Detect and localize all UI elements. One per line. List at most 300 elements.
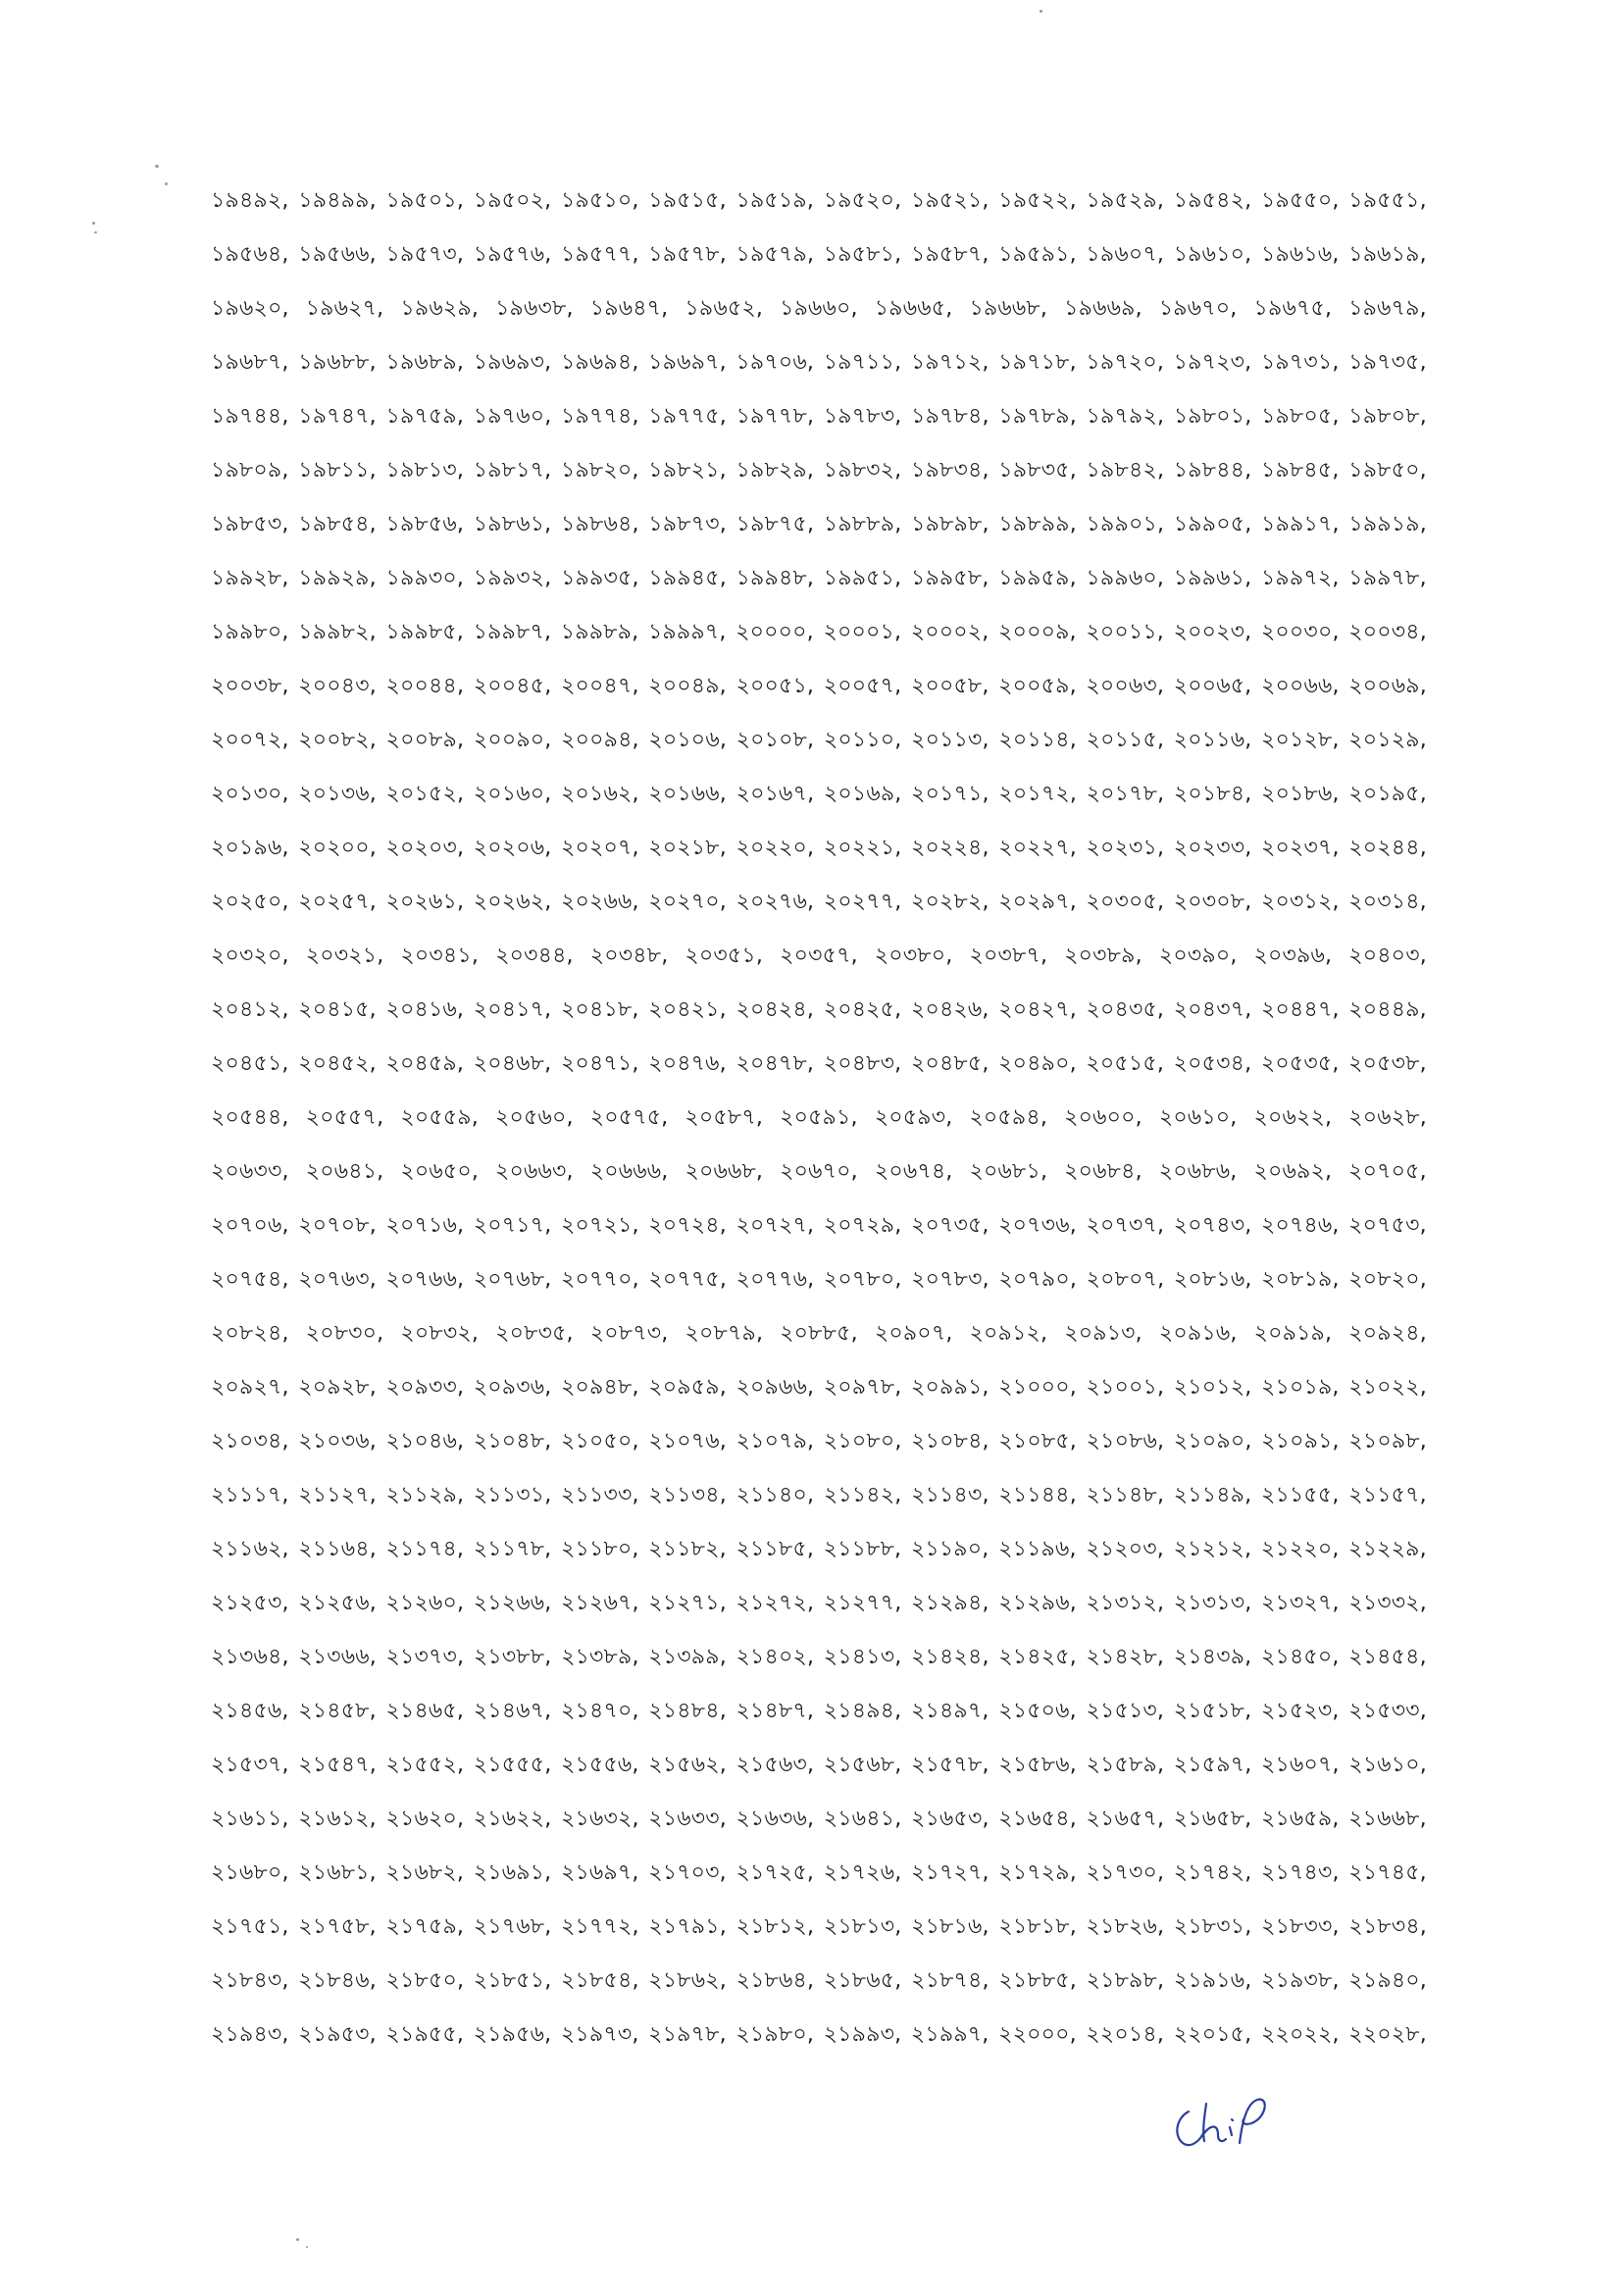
number-entry: ২০৪২৭, xyxy=(998,997,1077,1022)
number-entry: ২০৬৮৪, xyxy=(1064,1159,1142,1184)
number-entry: ২১৬৮২, xyxy=(385,1861,465,1885)
number-entry: ২০১১৫, xyxy=(1086,728,1165,752)
number-entry: ২০৫৯১, xyxy=(780,1105,858,1130)
number-entry: ১৯৫৬৪, xyxy=(211,242,289,267)
number-entry: ১৯৮০৫, xyxy=(1261,404,1340,429)
number-entry: ২০৭৪৩, xyxy=(1173,1213,1252,1238)
number-entry: ২০২৩১, xyxy=(1086,836,1165,860)
number-entry: ১৯৮৬১, xyxy=(473,512,552,536)
number-entry: ২১১২৭, xyxy=(298,1483,377,1507)
number-entry: ১৯৫০২, xyxy=(473,188,552,213)
number-row xyxy=(211,1954,1427,2008)
number-entry: ১৯৮৩৫, xyxy=(998,458,1077,483)
number-entry: ২০৮২৪, xyxy=(211,1321,289,1346)
number-entry: ২০৬৩৩, xyxy=(211,1159,289,1184)
number-entry: ২০০৬৫, xyxy=(1173,674,1252,698)
number-entry: ২১২৭৭, xyxy=(823,1591,902,1615)
number-entry: ২০১৮৪, xyxy=(1173,782,1252,806)
number-entry: ২০৫১৫, xyxy=(1086,1051,1165,1076)
number-entry: ২০৭৬৩, xyxy=(298,1267,377,1292)
number-entry: ২১৬২০, xyxy=(385,1807,465,1831)
number-entry: ১৯৭৫৯, xyxy=(385,404,465,429)
number-entry: ১৯৮১১, xyxy=(298,458,377,483)
number-entry: ২০১৫২, xyxy=(385,782,465,806)
number-entry: ২০৭১৭, xyxy=(473,1213,552,1238)
number-entry: ২১৬৩২, xyxy=(561,1807,639,1831)
number-entry: ১৯৭৪৭, xyxy=(298,404,377,429)
number-row xyxy=(211,1414,1427,1468)
number-entry: ২০৭০৬, xyxy=(211,1213,289,1238)
number-entry: ২০২৬১, xyxy=(385,890,465,914)
number-row xyxy=(211,1576,1427,1630)
number-entry: ২০৯৭৮, xyxy=(823,1375,902,1400)
number-entry: ২১১৪৪, xyxy=(998,1483,1077,1507)
number-entry: ২০৬২৮, xyxy=(1348,1105,1427,1130)
number-entry: ১৯৯৮৭, xyxy=(473,620,552,644)
number-entry: ২১১৬২, xyxy=(211,1537,289,1561)
number-entry: ২২০২৮, xyxy=(1348,2022,1427,2047)
number-entry: ২০১৮৬, xyxy=(1261,782,1340,806)
number-entry: ২০৯১৩, xyxy=(1064,1321,1142,1346)
number-entry: ১৯৫৭৮, xyxy=(648,242,727,267)
number-row xyxy=(211,389,1427,443)
number-entry: ১৯৮৭৩, xyxy=(648,512,727,536)
number-entry: ২১৪৮৭, xyxy=(736,1699,815,1723)
number-entry: ১৯৯০১, xyxy=(1086,512,1165,536)
number-entry: ২০৭২৭, xyxy=(736,1213,815,1238)
number-entry: ১৯৬২৭, xyxy=(305,296,384,321)
number-entry: ২০৪৯০, xyxy=(998,1051,1077,1076)
number-entry: ২০৩৮০, xyxy=(874,943,953,968)
number-entry: ১৯৯০৫, xyxy=(1173,512,1252,536)
number-entry: ১৯৯২৯, xyxy=(298,566,377,590)
number-entry: ১৯৯২৮, xyxy=(211,566,289,590)
number-entry: ২০১২৯, xyxy=(1348,728,1427,752)
number-entry: ২০৪৩৫, xyxy=(1086,997,1165,1022)
number-entry: ২০৭১৬, xyxy=(385,1213,465,1238)
number-entry: ২০১৭১, xyxy=(911,782,990,806)
number-entry: ২১১৮৮, xyxy=(823,1537,902,1561)
number-entry: ২০১৩০, xyxy=(211,782,289,806)
number-entry: ১৯৭৩১, xyxy=(1260,350,1340,375)
number-entry: ২১৬৪১, xyxy=(823,1807,902,1831)
number-entry: ২০২৭৭, xyxy=(823,890,902,914)
number-entry: ১৯৫৪২, xyxy=(1173,188,1252,213)
number-entry: ২১১৪০, xyxy=(736,1483,815,1507)
number-entry: ২০১৬২, xyxy=(561,782,639,806)
number-row xyxy=(211,228,1427,281)
number-entry: ১৯৭২০, xyxy=(1086,350,1165,375)
number-entry: ২০৭৩৫, xyxy=(910,1213,990,1238)
number-entry: ২০৭৮০, xyxy=(823,1267,902,1292)
number-entry: ২০৮২০, xyxy=(1348,1267,1427,1292)
number-entry: ২১১৪২, xyxy=(823,1483,902,1507)
number-row xyxy=(211,1360,1427,1414)
number-entry: ২০৩২০, xyxy=(211,943,289,968)
handwritten-signature xyxy=(1167,2084,1285,2163)
number-entry: ২০১৩৬, xyxy=(298,782,377,806)
number-entry: ২১১৩৩, xyxy=(561,1483,639,1507)
number-entry: ১৯৮৫৬, xyxy=(385,512,465,536)
number-entry: ১৯৫১৯, xyxy=(736,188,815,213)
number-entry: ২১০৮৪, xyxy=(911,1429,990,1453)
number-entry: ২০৯৫৯, xyxy=(648,1375,727,1400)
number-entry: ২১৯৯৩, xyxy=(823,2022,902,2047)
number-entry: ২০৬৬৩, xyxy=(495,1159,574,1184)
number-entry: ১৯৫৮৭, xyxy=(910,242,990,267)
number-entry: ২১০৪৮, xyxy=(473,1429,552,1453)
number-entry: ১৯৫৭৭, xyxy=(561,242,639,267)
number-entry: ২০৯৪৮, xyxy=(561,1375,639,1400)
number-entry: ২১৫৪৭, xyxy=(298,1753,377,1777)
number-entry: ২১১৭৮, xyxy=(473,1537,552,1561)
number-entry: ২০২০৭, xyxy=(561,836,639,860)
number-entry: ২১০৭৯, xyxy=(736,1429,815,1453)
number-entry: ১৯৬৩৮, xyxy=(495,296,574,321)
number-entry: ২১২২৯, xyxy=(1348,1537,1427,1561)
number-entry: ২০১৭২, xyxy=(998,782,1078,806)
number-row xyxy=(211,605,1427,659)
number-entry: ২০৭৯০, xyxy=(998,1267,1078,1292)
number-entry: ২০০৩০, xyxy=(1260,620,1340,644)
number-entry: ১৯৭৮৩, xyxy=(823,404,902,429)
number-entry: ১৯৮০৮, xyxy=(1348,404,1427,429)
number-entry: ২০৭৭০, xyxy=(561,1267,639,1292)
number-entry: ২১১৫৭, xyxy=(1348,1483,1427,1507)
number-entry: ২১৪৬৫, xyxy=(385,1699,465,1723)
number-entry: ২১৯১৬, xyxy=(1173,1968,1252,1993)
number-entry: ২১০১২, xyxy=(1173,1375,1252,1400)
number-entry: ২০০৯০, xyxy=(473,728,552,752)
number-entry: ২০৪১৬, xyxy=(385,997,465,1022)
number-entry: ২১০৮০, xyxy=(823,1429,902,1453)
number-entry: ২০৩২১, xyxy=(305,943,384,968)
number-entry: ২১১৫৫, xyxy=(1260,1483,1340,1507)
number-row xyxy=(211,1091,1427,1145)
number-entry: ২১৮৬৫, xyxy=(823,1968,902,1993)
number-entry: ২১২৯৪, xyxy=(911,1591,990,1615)
number-entry: ১৯৬৬৮, xyxy=(969,296,1048,321)
number-entry: ১৯৭৭৫, xyxy=(648,404,727,429)
number-entry: ১৯৯৫১, xyxy=(823,566,902,590)
number-entry: ২০১১৩, xyxy=(911,728,990,752)
number-entry: ২১৫৮৬, xyxy=(998,1753,1077,1777)
number-entry: ১৯৬২০, xyxy=(211,296,289,321)
number-entry: ১৯৬৭৫, xyxy=(1253,296,1333,321)
number-entry: ২০৪১৮, xyxy=(560,997,639,1022)
number-entry: ২১৭২৫, xyxy=(736,1861,815,1885)
number-entry: ২১১৪৩, xyxy=(911,1483,990,1507)
number-entry: ২১১৭৪, xyxy=(385,1537,465,1561)
number-entry: ২০৯৩৬, xyxy=(473,1375,552,1400)
number-entry: ২০৯২৪, xyxy=(1348,1321,1427,1346)
number-entry: ২২০০০, xyxy=(998,2022,1077,2047)
number-entry: ২১৬১২, xyxy=(298,1807,377,1831)
number-entry: ২১২৬০, xyxy=(385,1591,465,1615)
number-entry: ২১৫২৩, xyxy=(1260,1699,1340,1723)
number-entry: ১৯৯৬১, xyxy=(1173,566,1252,590)
number-entry: ২১৬৮০, xyxy=(211,1861,289,1885)
number-entry: ২১৬৫৪, xyxy=(998,1807,1077,1831)
number-row xyxy=(211,1738,1427,1792)
number-entry: ১৯৪৯৯, xyxy=(298,188,377,213)
number-entry: ২১৭৪৫, xyxy=(1348,1861,1427,1885)
number-entry: ২০৮৭৩, xyxy=(589,1321,669,1346)
number-entry: ১৯৯৩২, xyxy=(473,566,552,590)
number-entry: ২০০৮৯, xyxy=(385,728,465,752)
number-entry: ২১৩১৩, xyxy=(1173,1591,1252,1615)
number-entry: ১৯৮৯৮, xyxy=(911,512,990,536)
number-entry: ২০৯১২, xyxy=(969,1321,1048,1346)
number-entry: ২০৬৮১, xyxy=(969,1159,1048,1184)
number-row xyxy=(211,551,1427,605)
number-entry: ২০৩৯৬, xyxy=(1253,943,1333,968)
number-entry: ২১৩৩২, xyxy=(1348,1591,1427,1615)
scan-speck xyxy=(306,2246,308,2248)
number-entry: ২১২৬৭, xyxy=(561,1591,639,1615)
number-entry: ২১৩৭৩, xyxy=(385,1645,465,1669)
number-entry: ২১৫৮৯, xyxy=(1086,1753,1165,1777)
number-entry: ১৯৬৮৮, xyxy=(298,350,377,375)
number-entry: ২১২৭১, xyxy=(648,1591,727,1615)
number-entry: ২১৪৩৯, xyxy=(1173,1645,1252,1669)
number-entry: ২০৯১৯, xyxy=(1253,1321,1333,1346)
number-entry: ২১১৮২, xyxy=(648,1537,727,1561)
number-entry: ২১১৩৪, xyxy=(648,1483,727,1507)
number-entry: ২১৮৮৫, xyxy=(998,1968,1077,1993)
number-entry: ২১৮১২, xyxy=(736,1914,815,1939)
number-entry: ২০৪৮৩, xyxy=(823,1051,902,1076)
number-entry: ২১৫৯৭, xyxy=(1173,1753,1252,1777)
number-entry: ২০১০৮, xyxy=(736,728,815,752)
number-entry: ২১৯৪০, xyxy=(1348,1968,1427,1993)
number-entry: ২১১৪৮, xyxy=(1086,1483,1165,1507)
number-entry: ২০২৩৩, xyxy=(1173,836,1252,860)
number-entry: ২০০৯৪, xyxy=(561,728,639,752)
number-entry: ২১৯৭৩, xyxy=(560,2022,639,2047)
number-row xyxy=(211,983,1427,1037)
number-entry: ২০৪৭১, xyxy=(560,1051,639,1076)
number-entry: ১৯৬৮৯, xyxy=(385,350,465,375)
number-row xyxy=(211,1468,1427,1522)
number-entry: ২০৭৬৬, xyxy=(385,1267,465,1292)
number-entry: ২১০০০, xyxy=(998,1375,1077,1400)
number-entry: ২০৬৯২, xyxy=(1253,1159,1333,1184)
number-entry: ১৯৬৫২, xyxy=(685,296,764,321)
scan-speck xyxy=(296,2238,299,2241)
number-entry: ২১৮৪৬, xyxy=(298,1968,377,1993)
number-entry: ২১৬১০, xyxy=(1348,1753,1427,1777)
number-entry: ১৯৫০১, xyxy=(385,188,465,213)
number-entry: ২০৪৫৯, xyxy=(385,1051,465,1076)
number-entry: ২০৮৭৯, xyxy=(685,1321,764,1346)
number-entry: ২০৪৭৬, xyxy=(648,1051,727,1076)
number-entry: ১৯৯৪৮, xyxy=(736,566,815,590)
number-entry: ২০৫৩৫, xyxy=(1260,1051,1340,1076)
number-entry: ২০৬০০, xyxy=(1064,1105,1142,1130)
number-entry: ২০৫৫৯, xyxy=(400,1105,479,1130)
number-entry: ২০২২৭, xyxy=(998,836,1077,860)
number-entry: ১৯৮৪২, xyxy=(1086,458,1165,483)
number-entry: ২০২২১, xyxy=(823,836,902,860)
number-entry: ২১৭৭২, xyxy=(561,1914,639,1939)
number-row xyxy=(211,713,1427,767)
number-entry: ২০২৯৭, xyxy=(998,890,1077,914)
number-entry: ২১৭৫১, xyxy=(211,1914,289,1939)
number-entry: ১৯৭১২, xyxy=(910,350,990,375)
number-entry: ২১৩৯৯, xyxy=(648,1645,727,1669)
number-entry: ২১৭৫৯, xyxy=(385,1914,465,1939)
number-entry: ২১০১৯, xyxy=(1260,1375,1340,1400)
number-entry: ২১৮৬৪, xyxy=(736,1968,815,1993)
number-entry: ২১৭৫৮, xyxy=(298,1914,377,1939)
number-entry: ২০৪২৬, xyxy=(910,997,990,1022)
number-entry: ২১০৭৬, xyxy=(648,1429,727,1453)
number-entry: ১৯৫২২, xyxy=(998,188,1077,213)
number-entry: ২১৪২৫, xyxy=(998,1645,1077,1669)
number-entry: ১৯৬৯৪, xyxy=(560,350,639,375)
number-entry: ১৯৬১০, xyxy=(1173,242,1252,267)
number-entry: ১৯৭৪৪, xyxy=(211,404,289,429)
number-entry: ২০২৪৪, xyxy=(1348,836,1427,860)
number-entry: ২০১৬৬, xyxy=(648,782,727,806)
number-entry: ২১৪৮৪, xyxy=(648,1699,727,1723)
number-entry: ২০৮৮৫, xyxy=(780,1321,858,1346)
number-entry: ২০২১৮, xyxy=(648,836,727,860)
scan-speck xyxy=(94,231,97,233)
number-entry: ২১৪২৪, xyxy=(911,1645,990,1669)
number-entry: ২১৭৪২, xyxy=(1173,1861,1252,1885)
number-entry: ২১৬৫৩, xyxy=(911,1807,990,1831)
number-entry: ২০৪৫২, xyxy=(298,1051,377,1076)
number-entry: ২০৫৯৪, xyxy=(969,1105,1048,1130)
number-entry: ২০১১৪, xyxy=(998,728,1077,752)
number-entry: ২১৯৪৩, xyxy=(211,2022,289,2047)
number-entry: ১৯৬৭৯, xyxy=(1348,296,1427,321)
number-entry: ২০৭৩৭, xyxy=(1086,1213,1165,1238)
number-entry: ১৯৯১৯, xyxy=(1348,512,1427,536)
number-entry: ১৯৮২০, xyxy=(560,458,639,483)
number-entry: ১৯৫৫০, xyxy=(1261,188,1340,213)
number-entry: ২০৭৮৩, xyxy=(911,1267,990,1292)
number-entry: ১৯৮৬৪, xyxy=(561,512,639,536)
number-entry: ১৯৯৪৫, xyxy=(648,566,727,590)
number-entry: ২০৫৩৪, xyxy=(1173,1051,1252,1076)
number-entry: ২০৪২৫, xyxy=(823,997,902,1022)
number-entry: ২০৩৫১, xyxy=(685,943,764,968)
number-entry: ২১৪২৮, xyxy=(1086,1645,1165,1669)
number-row xyxy=(211,1037,1427,1091)
number-entry: ২১৫৭৮, xyxy=(911,1753,990,1777)
number-entry: ২১৬০৭, xyxy=(1261,1753,1340,1777)
number-row xyxy=(211,821,1427,875)
number-entry: ২০১৭৮, xyxy=(1086,782,1165,806)
scan-speck xyxy=(155,165,159,168)
number-entry: ২০২০৬, xyxy=(473,836,552,860)
number-entry: ২১৪৫৬, xyxy=(211,1699,289,1723)
number-entry: ২১২৬৬, xyxy=(473,1591,552,1615)
number-entry: ২১১৪৯, xyxy=(1173,1483,1252,1507)
number-entry: ১৯৯৫৮, xyxy=(910,566,990,590)
number-entry: ২০৮০৭, xyxy=(1086,1267,1165,1292)
number-entry: ২০০৩৮, xyxy=(211,674,289,698)
number-entry: ২০০৬৬, xyxy=(1260,674,1340,698)
number-entry: ২০৭৪৬, xyxy=(1260,1213,1340,1238)
number-row xyxy=(211,1846,1427,1900)
number-entry: ২০৩১৪, xyxy=(1348,890,1427,914)
number-entry: ১৯৫২০, xyxy=(823,188,902,213)
number-entry: ২১৮৫১, xyxy=(473,1968,552,1993)
number-entry: ১৯৯৭৮, xyxy=(1348,566,1427,590)
number-row xyxy=(211,1198,1427,1252)
number-entry: ২১৫৬২, xyxy=(648,1753,727,1777)
number-entry: ১৯৬৪৭, xyxy=(589,296,669,321)
number-entry: ২০৪৫১, xyxy=(211,1051,289,1076)
number-entry: ২০৪১৫, xyxy=(298,997,377,1022)
number-entry: ২০৫৫৭, xyxy=(305,1105,384,1130)
number-entry: ১৯৫২১, xyxy=(910,188,990,213)
number-entry: ২১৮৩৩, xyxy=(1261,1914,1340,1939)
number-entry: ১৯৮৫০, xyxy=(1348,458,1427,483)
number-entry: ২০৫৯৩, xyxy=(874,1105,953,1130)
number-entry: ২০১১০, xyxy=(823,728,902,752)
number-entry: ২১৪৫৮, xyxy=(298,1699,377,1723)
number-entry: ১৯৫১০, xyxy=(561,188,639,213)
number-entry: ২০৩৮৭, xyxy=(969,943,1048,968)
number-entry: ২১২২০, xyxy=(1260,1537,1340,1561)
number-entry: ২০৭৭৫, xyxy=(648,1267,728,1292)
number-entry: ২০৮৩২, xyxy=(400,1321,480,1346)
number-entry: ১৯৫৭৩, xyxy=(385,242,465,267)
number-entry: ২১৭৩০, xyxy=(1086,1861,1165,1885)
number-entry: ২০০৫৮, xyxy=(910,674,990,698)
number-entry: ২০৯২৮, xyxy=(298,1375,377,1400)
number-entry: ২১৩১২, xyxy=(1086,1591,1165,1615)
scan-speck xyxy=(165,182,168,185)
number-entry: ২১৫৩৭, xyxy=(211,1753,289,1777)
number-entry: ২০০৪৫, xyxy=(473,674,552,698)
number-entry: ২১৩৬৬, xyxy=(298,1645,377,1669)
number-entry: ২০৮৩০, xyxy=(305,1321,384,1346)
number-entry: ২০৭৬৮, xyxy=(473,1267,552,1292)
number-entry: ২১০৯৮, xyxy=(1348,1429,1427,1453)
number-entry: ২০২৮২, xyxy=(911,890,990,914)
number-entry: ১৯৮০৯, xyxy=(211,458,289,483)
number-entry: ২০৩৪১, xyxy=(400,943,480,968)
number-row xyxy=(211,767,1427,821)
number-entry: ১৯৮৯৯, xyxy=(998,512,1077,536)
number-entry: ১৯৭৩৫, xyxy=(1348,350,1427,375)
number-entry: ১৯৬০৭, xyxy=(1086,242,1165,267)
number-entry: ২১৮৩১, xyxy=(1173,1914,1252,1939)
number-entry: ২১৫৫২, xyxy=(385,1753,465,1777)
number-entry: ১৯৭৯২, xyxy=(1086,404,1165,429)
number-entry: ১৯৬৯৩, xyxy=(473,350,552,375)
number-entry: ১৯৯৭২, xyxy=(1260,566,1340,590)
number-entry: ২০৭০৫, xyxy=(1348,1159,1427,1184)
number-entry: ২১৬৬৮, xyxy=(1348,1807,1427,1831)
number-entry: ২১৬১১, xyxy=(211,1807,289,1831)
number-entry: ১৯৬৬৯, xyxy=(1064,296,1142,321)
number-entry: ১৯৯৮৯, xyxy=(560,620,639,644)
number-entry: ২১৪৭০, xyxy=(561,1699,639,1723)
number-entry: ২১৬৩৩, xyxy=(648,1807,727,1831)
number-entry: ২০২৫০, xyxy=(211,890,289,914)
number-entry: ২১৮৪৩, xyxy=(211,1968,289,1993)
number-entry: ২১২০৩, xyxy=(1086,1537,1164,1561)
number-entry: ১৯৭২৩, xyxy=(1173,350,1252,375)
number-entry: ২১০৮৬, xyxy=(1086,1429,1165,1453)
